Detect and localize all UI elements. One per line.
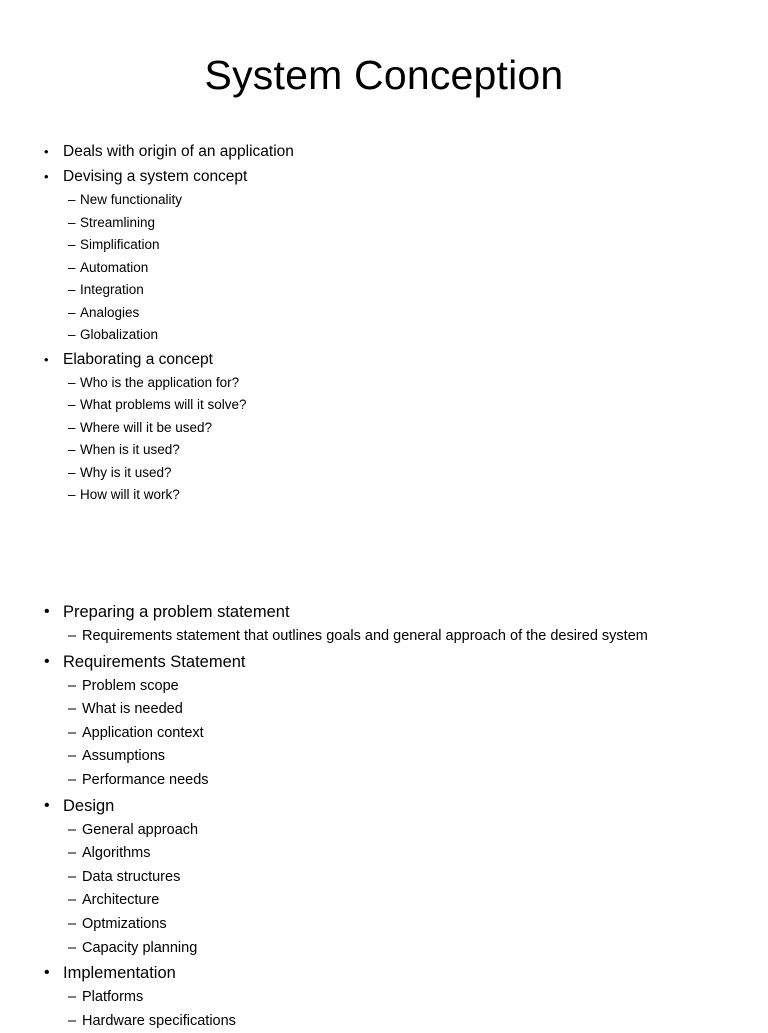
sub-item: – When is it used? (68, 439, 768, 462)
sub-list (68, 986, 768, 1033)
sub-item: – What problems will it solve? (68, 394, 768, 417)
sub-item: – General approach (68, 819, 768, 843)
sub-item: – Who is the application for? (68, 372, 768, 395)
sub-item: – Capacity planning (68, 937, 768, 961)
sub-item: – Optmizations (68, 913, 768, 937)
sub-list (68, 625, 768, 649)
sub-item: – Requirements statement that outlines goals and general approach of the desired system (68, 625, 768, 649)
sub-item: – Hardware specifications (68, 1010, 768, 1033)
sub-item: – Platforms (68, 986, 768, 1010)
sub-item: – Integration (68, 279, 768, 302)
bullet-label: Preparing a problem statement (63, 603, 290, 621)
bullet-label: Elaborating a concept (63, 350, 213, 368)
bullet-label: Design (63, 796, 115, 815)
sub-item: – What is needed (68, 698, 768, 722)
bullet-item (0, 960, 768, 1033)
sub-item: – Analogies (68, 302, 768, 325)
slide-section-1 (0, 139, 768, 507)
bullet-item (0, 599, 768, 649)
bullet-list (0, 599, 768, 1033)
sub-item: – Automation (68, 257, 768, 280)
sub-item: – Data structures (68, 866, 768, 890)
sub-item: – Simplification (68, 234, 768, 257)
bullet-item (0, 348, 768, 507)
sub-item: – Architecture (68, 889, 768, 913)
bullet-label: Devising a system concept (63, 168, 248, 185)
sub-item: – Algorithms (68, 842, 768, 866)
sub-item: – New functionality (68, 189, 768, 212)
sub-item: – Why is it used? (68, 462, 768, 485)
bullet-item (0, 793, 768, 961)
sub-item: – Problem scope (68, 675, 768, 699)
sub-item: – Application context (68, 722, 768, 746)
bullet-list (0, 140, 768, 507)
bullet-item (0, 165, 768, 347)
sub-item: – Performance needs (68, 769, 768, 793)
sub-item: – Globalization (68, 324, 768, 347)
bullet-label: Implementation (63, 964, 176, 983)
sub-list (68, 189, 768, 347)
bullet-item (0, 649, 768, 793)
sub-item: – Where will it be used? (68, 417, 768, 440)
bullet-item (0, 140, 768, 164)
sub-list (68, 372, 768, 507)
slide-section-2 (0, 599, 768, 1033)
bullet-label: Requirements Statement (63, 652, 246, 671)
sub-list (68, 675, 768, 793)
bullet-label: Deals with origin of an application (63, 143, 294, 160)
sub-list (68, 819, 768, 961)
page-title: System Conception (204, 52, 564, 98)
sub-item: – Streamlining (68, 212, 768, 235)
sub-item: – Assumptions (68, 745, 768, 769)
sub-item: – How will it work? (68, 484, 768, 507)
